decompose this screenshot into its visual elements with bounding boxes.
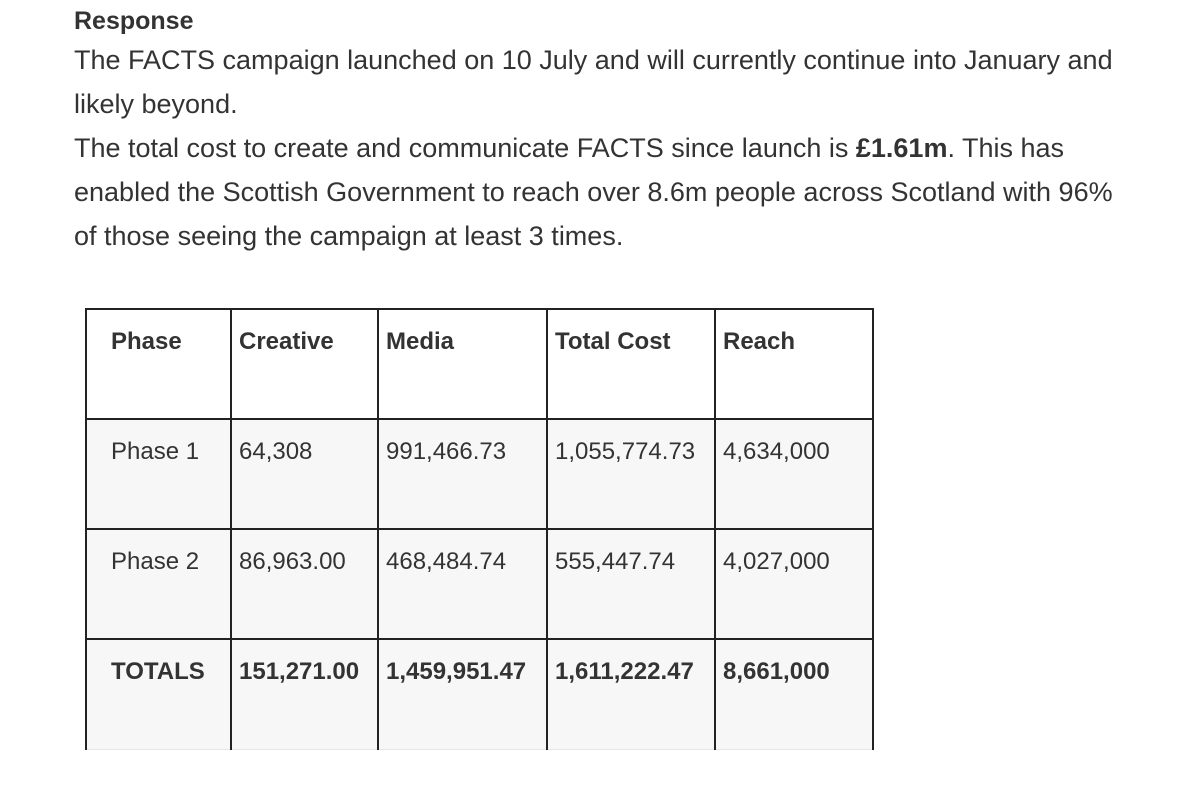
totals-reach: 8,661,000	[715, 639, 873, 749]
totals-label: TOTALS	[86, 639, 231, 749]
totals-total-cost: 1,611,222.47	[547, 639, 715, 749]
header-creative: Creative	[231, 309, 378, 419]
cell-reach: 4,027,000	[715, 529, 873, 639]
response-section	[74, 0, 1134, 258]
totals-creative: 151,271.00	[231, 639, 378, 749]
cell-media: 468,484.74	[378, 529, 547, 639]
header-total-cost: Total Cost	[547, 309, 715, 419]
cell-creative: 64,308	[231, 419, 378, 529]
header-phase: Phase	[86, 309, 231, 419]
cell-reach: 4,634,000	[715, 419, 873, 529]
header-reach: Reach	[715, 309, 873, 419]
cell-phase: Phase 1	[86, 419, 231, 529]
cell-phase: Phase 2	[86, 529, 231, 639]
table-totals-row	[86, 639, 873, 749]
cell-media: 991,466.73	[378, 419, 547, 529]
table-header-row	[86, 309, 873, 419]
table-row	[86, 419, 873, 529]
total-cost-highlight: £1.61m	[855, 133, 948, 163]
cell-creative: 86,963.00	[231, 529, 378, 639]
response-heading: Response	[74, 7, 194, 35]
cost-paragraph	[74, 126, 1134, 258]
totals-media: 1,459,951.47	[378, 639, 547, 749]
campaign-cost-table	[85, 308, 874, 750]
cell-total-cost: 555,447.74	[547, 529, 715, 639]
table-row	[86, 529, 873, 639]
header-media: Media	[378, 309, 547, 419]
cost-paragraph-intro: The total cost to create and communicate FACTS since launch is	[74, 133, 856, 163]
cell-total-cost: 1,055,774.73	[547, 419, 715, 529]
launch-paragraph: The FACTS campaign launched on 10 July and will currently continue into January and likely beyond.	[74, 45, 1113, 119]
cost-paragraph-rest: . This has enabled the Scottish Government to reach over 8.6m people across Scotland with 96% of those seeing the campaign at least 3 times.	[74, 133, 1113, 251]
